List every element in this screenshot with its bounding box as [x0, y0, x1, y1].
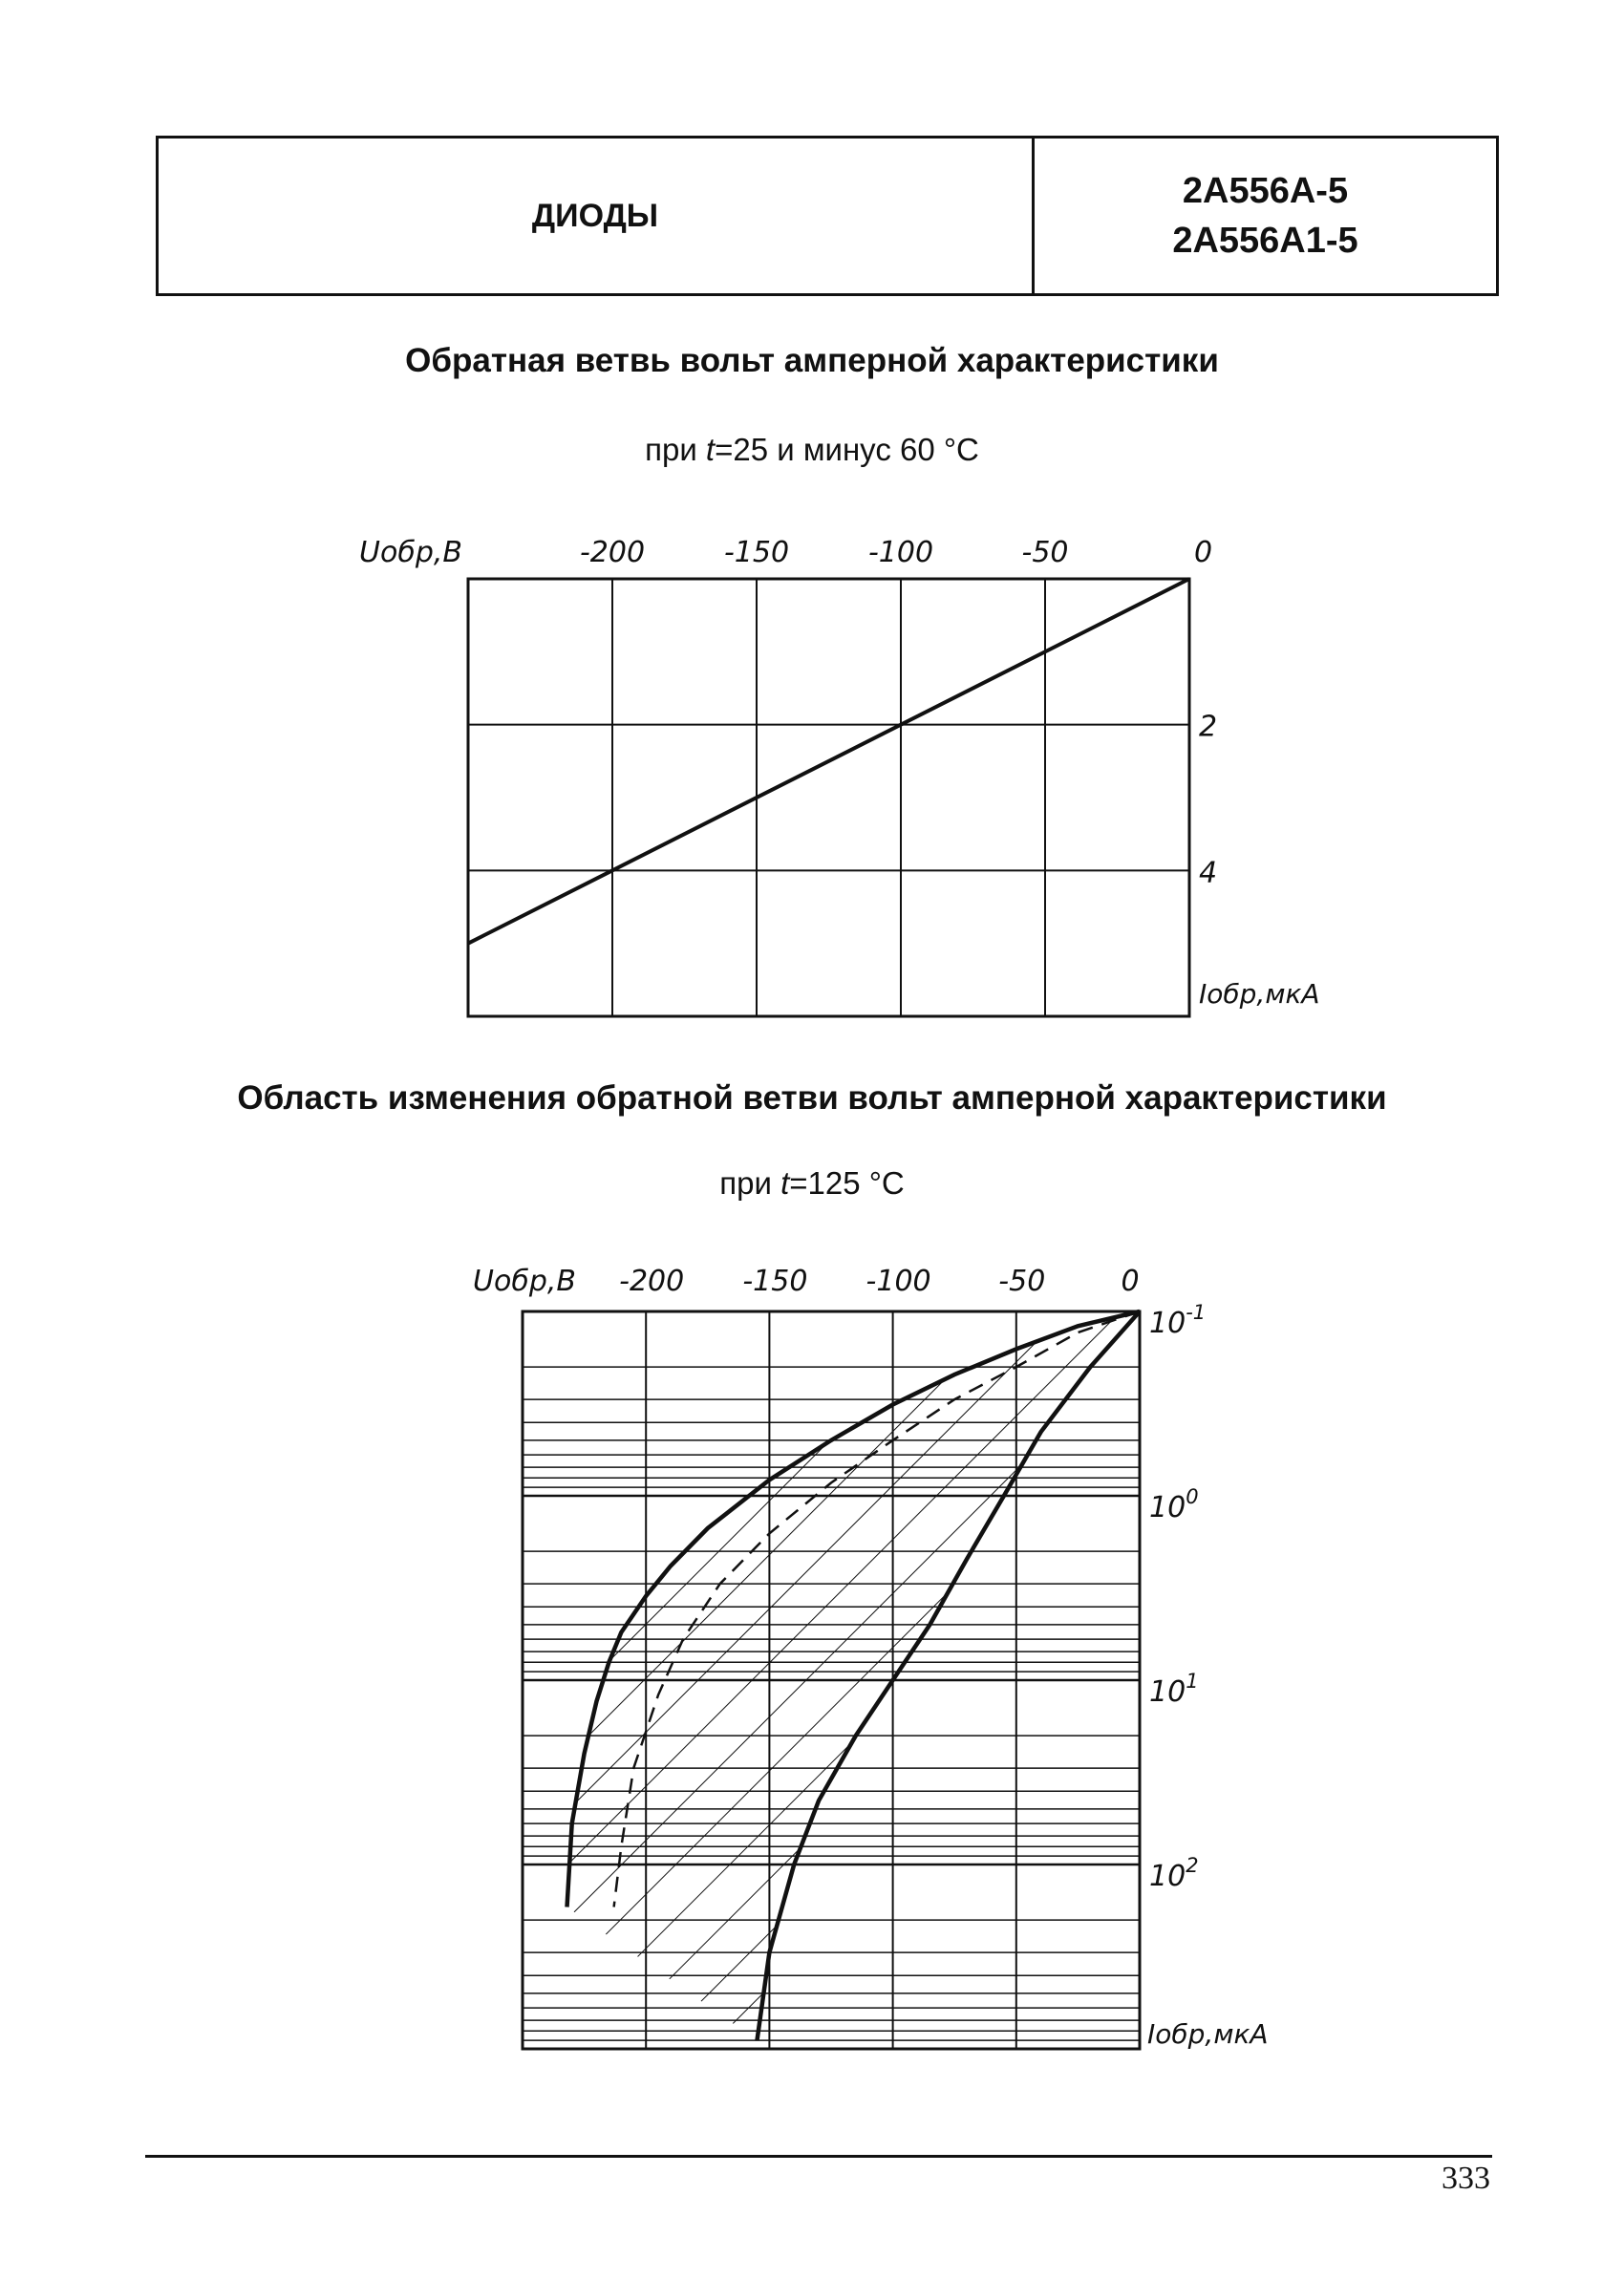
chart2: [473, 1265, 1269, 2050]
chart2-y-tick-label: $10^0$: [1149, 1485, 1199, 1524]
chart2-x-tick-label: -150: [742, 1265, 808, 1298]
chart1-condition: при t=25 и минус 60 °С: [645, 432, 979, 467]
chart2-x-tick-label: -100: [865, 1265, 931, 1298]
part-number-2: 2А556А1-5: [1172, 221, 1358, 261]
chart1: [359, 536, 1320, 1016]
chart2-x-axis-label: Uобр,В: [473, 1265, 576, 1298]
chart1-x-axis-label: Uобр,В: [359, 536, 462, 569]
chart1-x-tick-label: -50: [1021, 536, 1069, 569]
chart2-y-tick-label: $10^1$: [1149, 1670, 1199, 1709]
chart1-x-tick-label: 0: [1194, 536, 1213, 569]
chart2-y-axis-label: Iобр,мкА: [1147, 2018, 1269, 2050]
chart2-title: Область изменения обратной ветви вольт амперной характеристики: [237, 1079, 1387, 1117]
chart2-x-tick-label: -50: [998, 1265, 1046, 1298]
chart2-x-tick-label: -200: [619, 1265, 685, 1298]
chart1-frame: [468, 579, 1189, 1016]
chart1-y-tick-label: 4: [1199, 856, 1218, 890]
chart1-y-tick-label: 2: [1199, 710, 1218, 744]
chart1-x-tick-label: -150: [723, 536, 790, 569]
footer-rule: [145, 2155, 1492, 2158]
chart2-hatched-region: [567, 1311, 1140, 2040]
category-label: ДИОДЫ: [531, 197, 659, 234]
chart1-title: Обратная ветвь вольт амперной характеристики: [405, 342, 1219, 379]
chart1-x-tick-label: -200: [579, 536, 646, 569]
chart2-condition: при t=125 °С: [719, 1165, 905, 1201]
chart2-y-tick-label: $10^{-1}$: [1149, 1301, 1207, 1340]
page-number: 333: [1442, 2161, 1490, 2196]
part-number-1: 2А556А-5: [1182, 171, 1349, 211]
chart2-x-tick-label: 0: [1121, 1265, 1140, 1298]
chart1-y-axis-label: Iобр,мкА: [1199, 978, 1320, 1010]
chart2-y-tick-label: $10^2$: [1149, 1854, 1199, 1893]
chart1-series-line: [468, 579, 1189, 944]
chart1-x-tick-label: -100: [867, 536, 934, 569]
